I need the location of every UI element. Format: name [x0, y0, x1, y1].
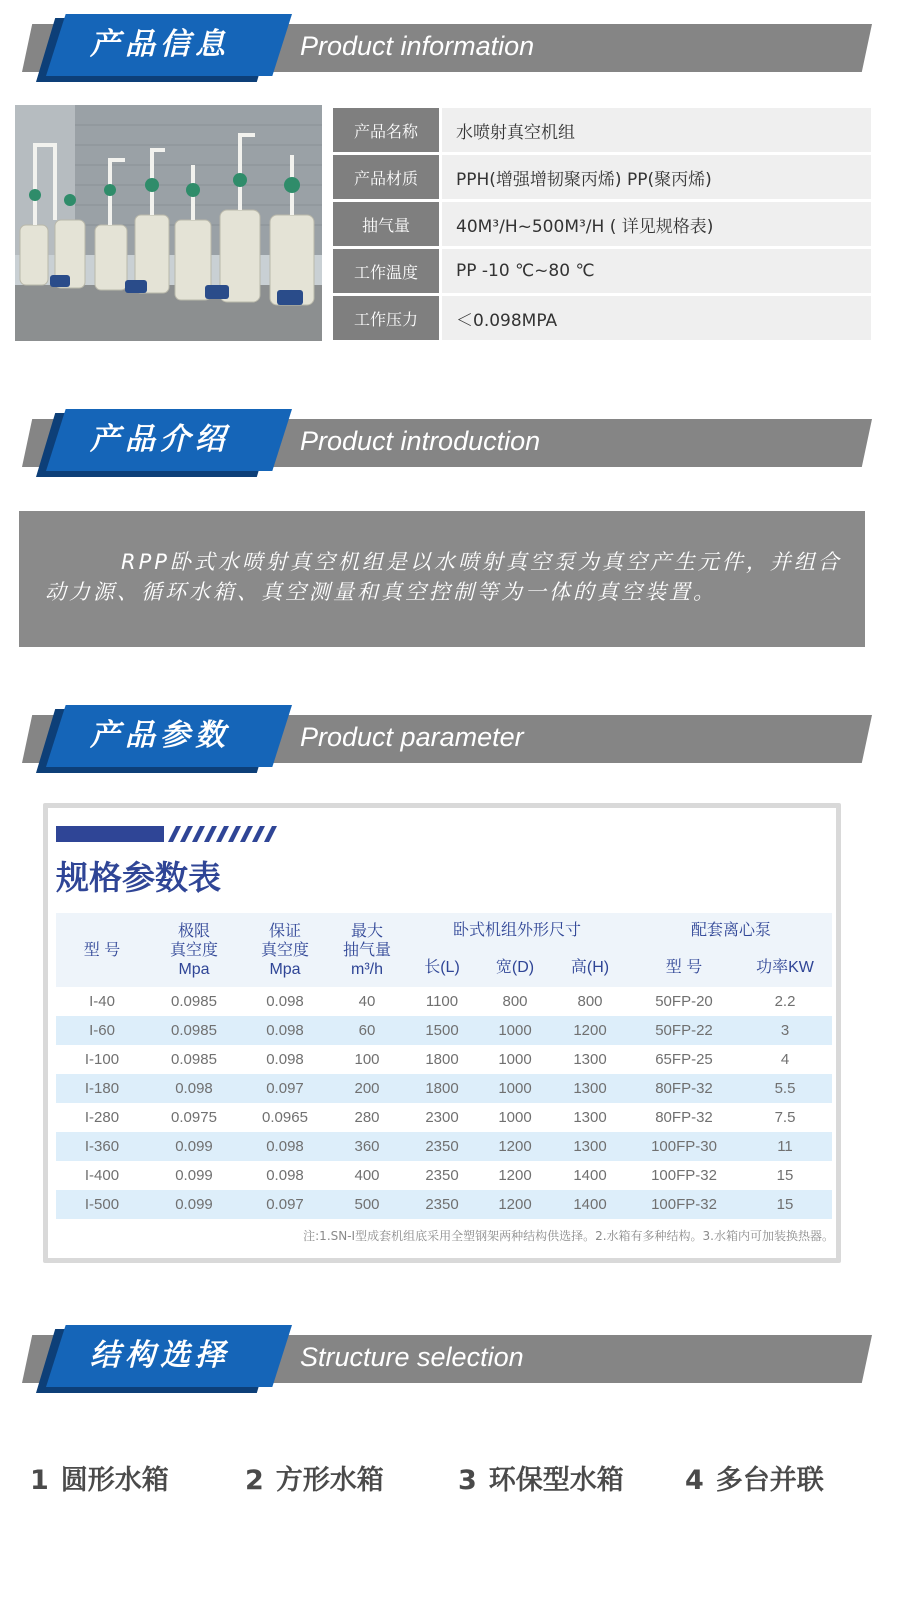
info-label: 抽气量	[333, 202, 439, 246]
cell-max-flow: 280	[354, 1109, 380, 1126]
cell-width: 800	[502, 993, 528, 1010]
info-value: PP -10 ℃~80 ℃	[442, 249, 871, 293]
cell-height: 800	[577, 993, 603, 1010]
cell-vacuum-limit: 0.0985	[148, 1016, 240, 1045]
col-header-height: 高(H)	[550, 947, 630, 987]
info-row	[333, 249, 871, 293]
cell-vacuum-limit: 0.098	[148, 1074, 240, 1103]
cell-vacuum-limit: 0.099	[175, 1167, 213, 1184]
spec-sheet	[43, 803, 841, 1263]
cell-pump-model: 50FP-20	[655, 993, 713, 1010]
section-title-en: Structure selection	[300, 1342, 524, 1372]
cell-model: I-40	[89, 993, 115, 1010]
cell-max-flow: 400	[354, 1167, 380, 1184]
cell-width: 1200	[480, 1132, 550, 1161]
cell-power: 7.5	[774, 1109, 796, 1126]
cell-pump-model: 50FP-22	[630, 1016, 738, 1045]
col-header-pump: 配套离心泵	[630, 913, 832, 947]
col-header-width: 宽(D)	[480, 947, 550, 987]
intro-box	[19, 511, 865, 647]
cell-model: I-60	[56, 1016, 148, 1045]
product-photo-image	[15, 105, 322, 341]
cell-width: 1000	[480, 1074, 550, 1103]
cell-model: I-500	[56, 1190, 148, 1219]
spec-header-row	[56, 913, 832, 947]
cell-vacuum-guarantee: 0.098	[240, 1016, 330, 1045]
cell-max-flow: 60	[330, 1016, 404, 1045]
info-value: PPH(增强增韧聚丙烯) PP(聚丙烯)	[442, 155, 871, 199]
cell-vacuum-limit: 0.0975	[171, 1109, 217, 1126]
cell-width: 1200	[498, 1167, 532, 1184]
info-row	[333, 296, 871, 340]
info-label: 产品材质	[333, 155, 439, 199]
section-header-param	[0, 705, 900, 775]
cell-pump-model: 65FP-25	[655, 1051, 713, 1068]
title-stripe-icon	[56, 826, 278, 842]
structure-option-label: 圆形水箱	[60, 1465, 169, 1496]
cell-vacuum-guarantee: 0.0965	[262, 1109, 308, 1126]
product-photo	[15, 105, 322, 341]
cell-pump-model: 80FP-32	[630, 1074, 738, 1103]
info-value: 水喷射真空机组	[442, 108, 871, 152]
structure-option-number: 1	[30, 1465, 49, 1496]
cell-height: 1300	[550, 1132, 630, 1161]
cell-max-flow: 40	[358, 993, 376, 1010]
structure-option-label: 方形水箱	[275, 1465, 384, 1496]
product-info-table	[333, 108, 871, 343]
structure-option	[458, 1458, 624, 1497]
intro-text: RPP卧式水喷射真空机组是以水喷射真空泵为真空产生元件，并组合动力源、循环水箱、真空测量和真空控制等为一体的真空装置。	[45, 550, 842, 604]
cell-max-flow: 500	[330, 1190, 404, 1219]
cell-pump-model: 80FP-32	[655, 1109, 713, 1126]
structure-options	[0, 1458, 900, 1498]
cell-length: 2300	[425, 1109, 459, 1126]
cell-pump-model: 100FP-30	[630, 1132, 738, 1161]
table-row	[56, 1103, 832, 1132]
cell-width: 1000	[498, 1109, 532, 1126]
section-title-cn: 产品介绍	[90, 422, 230, 457]
cell-length: 1500	[404, 1016, 480, 1045]
info-value: ＜0.098MPA	[442, 296, 871, 340]
cell-vacuum-limit: 0.099	[148, 1132, 240, 1161]
section-title-cn: 产品参数	[90, 718, 230, 753]
table-row	[56, 1016, 832, 1045]
col-header-dimensions: 卧式机组外形尺寸	[404, 913, 630, 947]
cell-height: 1300	[573, 1051, 607, 1068]
table-row	[56, 1190, 832, 1219]
cell-vacuum-guarantee: 0.098	[266, 1051, 304, 1068]
cell-length: 1800	[404, 1074, 480, 1103]
section-title-en: Product parameter	[300, 722, 524, 752]
cell-vacuum-limit: 0.099	[148, 1190, 240, 1219]
col-header-max-flow: 最大 抽气量 m³/h	[330, 913, 404, 987]
cell-height: 1400	[550, 1190, 630, 1219]
info-row	[333, 155, 871, 199]
info-value: 40M³/H~500M³/H ( 详见规格表)	[442, 202, 871, 246]
spec-sheet-inner	[48, 808, 836, 1258]
cell-height: 1300	[573, 1109, 607, 1126]
structure-option	[30, 1458, 169, 1497]
info-row	[333, 202, 871, 246]
structure-option-number: 2	[245, 1465, 264, 1496]
col-header-vacuum-guarantee: 保证 真空度 Mpa	[240, 913, 330, 987]
cell-power: 2.2	[774, 993, 796, 1010]
cell-power: 3	[738, 1016, 832, 1045]
col-header-vacuum-limit: 极限 真空度 Mpa	[148, 913, 240, 987]
table-row	[56, 1161, 832, 1190]
cell-model: I-280	[84, 1109, 120, 1126]
cell-power: 5.5	[738, 1074, 832, 1103]
table-row	[56, 1132, 832, 1161]
col-header-power: 功率KW	[738, 947, 832, 987]
cell-width: 1000	[498, 1051, 532, 1068]
cell-model: I-180	[56, 1074, 148, 1103]
cell-height: 1300	[550, 1074, 630, 1103]
cell-vacuum-guarantee: 0.098	[266, 993, 304, 1010]
cell-vacuum-limit: 0.0985	[171, 993, 217, 1010]
info-label: 工作温度	[333, 249, 439, 293]
table-row	[56, 1074, 832, 1103]
section-header-intro	[0, 409, 900, 479]
section-title-cn: 结构选择	[90, 1338, 230, 1373]
cell-model: I-360	[56, 1132, 148, 1161]
col-header-length: 长(L)	[404, 947, 480, 987]
info-label: 工作压力	[333, 296, 439, 340]
table-row	[56, 987, 832, 1016]
structure-option	[245, 1458, 384, 1497]
cell-pump-model: 100FP-32	[651, 1167, 717, 1184]
cell-vacuum-guarantee: 0.098	[240, 1132, 330, 1161]
cell-model: I-100	[84, 1051, 120, 1068]
cell-pump-model: 100FP-32	[630, 1190, 738, 1219]
cell-max-flow: 200	[330, 1074, 404, 1103]
cell-length: 2350	[425, 1167, 459, 1184]
structure-option-number: 4	[685, 1465, 704, 1496]
table-row	[56, 1045, 832, 1074]
cell-vacuum-guarantee: 0.098	[266, 1167, 304, 1184]
spec-table	[56, 913, 832, 1219]
cell-length: 1100	[425, 993, 459, 1010]
col-header-pump-model: 型 号	[630, 947, 738, 987]
structure-option-label: 环保型水箱	[488, 1465, 624, 1496]
col-header-model: 型 号	[56, 913, 148, 987]
section-title-en: Product information	[300, 31, 535, 61]
cell-model: I-400	[84, 1167, 120, 1184]
cell-width: 1000	[480, 1016, 550, 1045]
info-row	[333, 108, 871, 152]
cell-height: 1400	[573, 1167, 607, 1184]
cell-max-flow: 360	[330, 1132, 404, 1161]
section-header-structure	[0, 1325, 900, 1395]
info-label: 产品名称	[333, 108, 439, 152]
cell-power: 11	[738, 1132, 832, 1161]
structure-option	[685, 1458, 824, 1497]
cell-power: 4	[780, 1051, 790, 1068]
section-header-info	[0, 14, 900, 84]
section-title-en: Product introduction	[300, 426, 541, 456]
cell-power: 15	[776, 1167, 794, 1184]
section-title-cn: 产品信息	[90, 27, 230, 62]
cell-power: 15	[738, 1190, 832, 1219]
cell-height: 1200	[550, 1016, 630, 1045]
structure-option-label: 多台并联	[715, 1465, 824, 1496]
cell-length: 2350	[404, 1190, 480, 1219]
cell-max-flow: 100	[354, 1051, 380, 1068]
cell-width: 1200	[480, 1190, 550, 1219]
cell-length: 1800	[425, 1051, 459, 1068]
spec-note: 注:1.SN-I型成套机组底采用全塑钢架两种结构供选择。2.水箱有多种结构。3.水箱内可加装换热器。	[303, 1229, 834, 1243]
cell-vacuum-limit: 0.0985	[171, 1051, 217, 1068]
cell-length: 2350	[404, 1132, 480, 1161]
cell-vacuum-guarantee: 0.097	[240, 1074, 330, 1103]
cell-vacuum-guarantee: 0.097	[240, 1190, 330, 1219]
spec-title: 规格参数表	[56, 858, 221, 897]
structure-option-number: 3	[458, 1465, 477, 1496]
